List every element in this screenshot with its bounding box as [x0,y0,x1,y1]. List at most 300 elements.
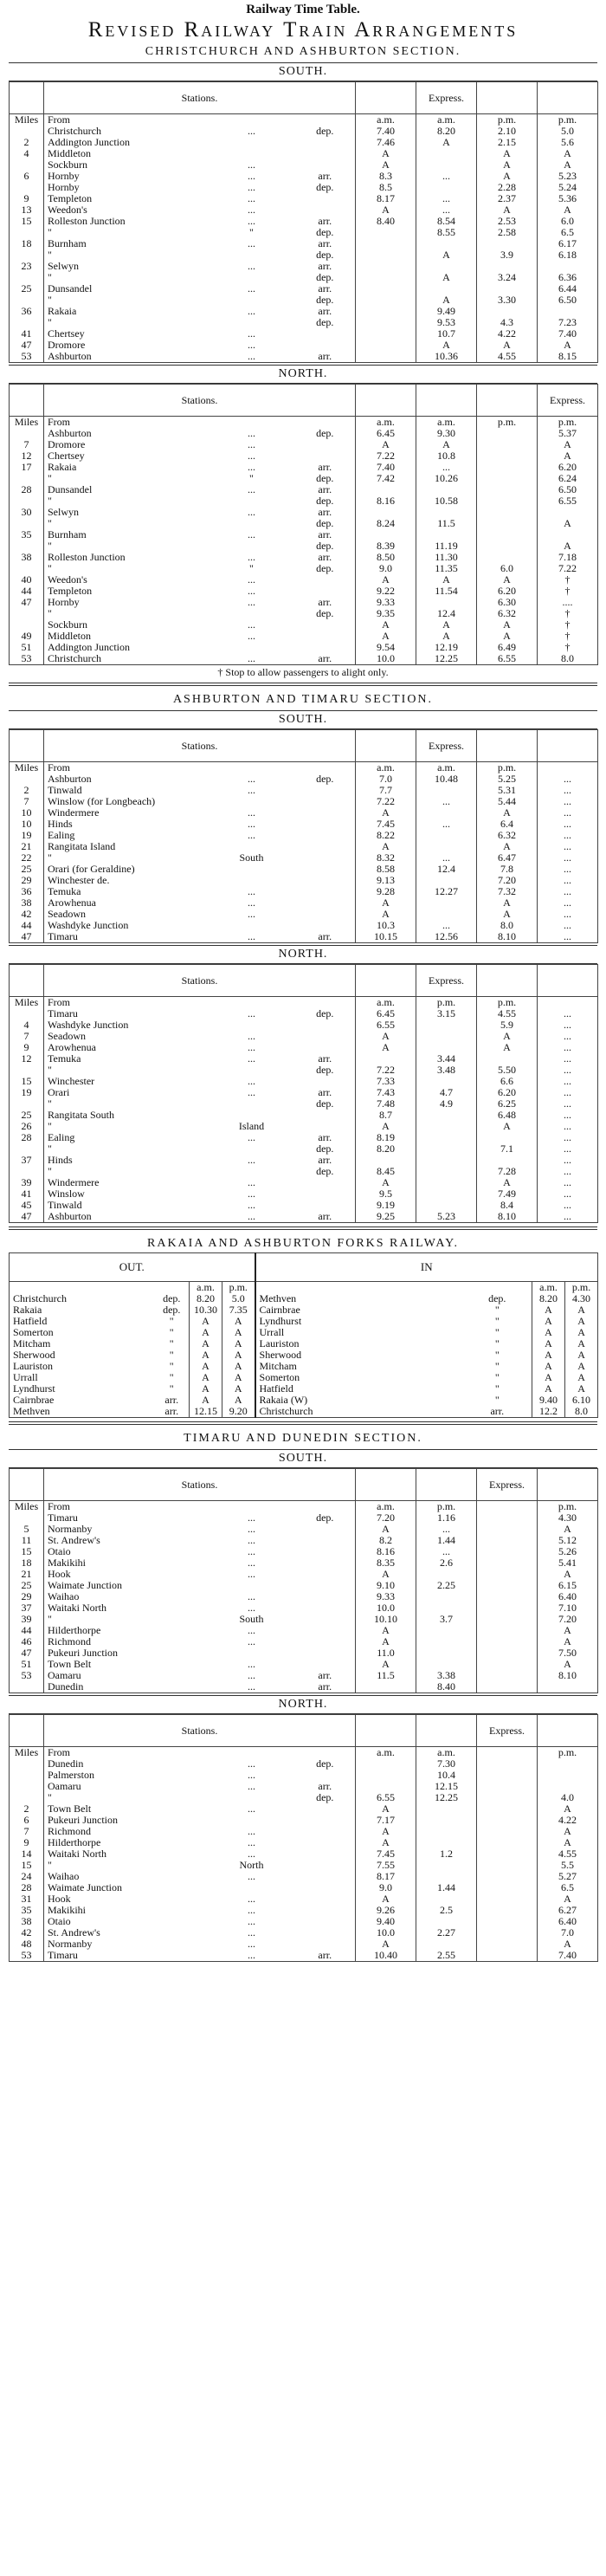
time-cell: 12.4 [416,864,477,875]
time-cell: 7.8 [477,864,538,875]
time-cell: A [538,1803,598,1815]
direction-south: SOUTH. [9,1449,597,1468]
stations-header: Stations. [44,1715,356,1747]
time-cell: 10.3 [356,920,416,931]
table-row [10,597,598,608]
station-cell: Dunsandel [44,283,209,294]
time-cell: A [356,439,416,450]
time-cell: 11.5 [416,518,477,529]
train-column-header [538,730,598,762]
train-column-header [477,385,538,417]
station-cell: " [44,608,209,619]
time-cell [416,1647,477,1659]
arr-dep-cell: arr. [295,1087,356,1098]
arr-dep-cell [295,1659,356,1670]
arr-dep-cell [295,1826,356,1837]
arr-dep-cell [295,1580,356,1591]
mile-cell: 12 [10,450,44,462]
station-suffix-cell [209,1166,295,1177]
table-ashburton-north [9,964,598,1223]
time-cell: 6.4 [477,819,538,830]
time-cell: A [477,204,538,216]
time-cell [477,1815,538,1826]
time-cell: A [477,897,538,909]
table-row [10,1383,598,1395]
time-cell: 6.27 [538,1905,598,1916]
table-row [10,1406,598,1418]
time-cell: 8.15 [538,351,598,363]
arr-dep-cell [295,450,356,462]
arr-dep-cell: arr. [295,171,356,182]
station-cell: Oamaru [44,1781,209,1792]
time-cell [356,1770,416,1781]
time-cell: A [356,909,416,920]
time-cell: a.m. [416,114,477,126]
station-cell: Waihao [44,1591,209,1602]
station-suffix-cell: ... [209,1211,295,1223]
table-row [10,182,598,193]
mile-cell: 29 [10,875,44,886]
table-row [10,540,598,552]
station-cell: " [44,317,209,328]
mile-cell [10,1065,44,1076]
mile-cell: 12 [10,1053,44,1065]
table-row [10,1188,598,1200]
time-cell: 8.16 [356,1546,416,1557]
arr-dep-cell: dep. [295,272,356,283]
time-cell: 7.55 [356,1860,416,1871]
station-cell: St. Andrew's [44,1535,209,1546]
table-row [10,1781,598,1792]
arr-dep-cell: " [155,1316,190,1327]
arr-dep-cell: arr. [295,484,356,495]
station-suffix-cell [209,841,295,852]
table-row [10,909,598,920]
time-cell: A [477,159,538,171]
time-cell: A [356,1826,416,1837]
time-cell: 3.9 [477,249,538,261]
time-cell: 7.40 [538,328,598,340]
station-suffix-cell: ... [248,1087,255,1098]
station-cell: Rakaia (W) [255,1395,463,1406]
arr-dep-cell [295,920,356,931]
time-cell: A [538,159,598,171]
time-cell: A [356,1837,416,1848]
mile-cell: 35 [10,1905,44,1916]
arr-dep-cell [295,1815,356,1826]
table-row [10,897,598,909]
station-suffix-cell: ... [248,1546,255,1557]
time-cell [416,148,477,159]
station-cell: Orari [44,1087,209,1098]
miles-column-header [10,965,44,997]
station-cell: Otaio [44,1546,209,1557]
time-cell: 8.2 [356,1535,416,1546]
time-cell [356,1758,416,1770]
table-row [10,439,598,450]
time-cell: 6.24 [538,473,598,484]
time-cell [477,552,538,563]
time-cell [477,1792,538,1803]
time-cell: A [190,1395,222,1406]
mile-cell: Miles [10,762,44,774]
arr-dep-cell: dep. [295,1098,356,1110]
station-cell: Middleton [44,631,209,642]
station-cell: Waitaki North [44,1602,209,1614]
time-cell: 8.10 [477,931,538,943]
arr-dep-cell [295,830,356,841]
time-cell: 3.24 [477,272,538,283]
time-cell: 8.20 [356,1143,416,1155]
time-cell: A [477,807,538,819]
express-header: Express. [416,82,477,114]
station-suffix-cell: ... [248,1625,255,1636]
station-cell: Selwyn [44,261,209,272]
mile-cell: 47 [10,597,44,608]
time-cell: ... [416,1524,477,1535]
mile-cell: 40 [10,574,44,586]
train-column-header [356,1469,416,1501]
station-cell: Cairnbrae [255,1304,463,1316]
time-cell: 6.5 [538,227,598,238]
station-cell: " [44,518,209,529]
time-cell: A [532,1327,565,1338]
station-cell: Ashburton [44,1211,209,1223]
time-cell: 4.55 [538,1848,598,1860]
time-cell: 9.28 [356,886,416,897]
time-cell: ... [538,886,598,897]
time-cell [416,1110,477,1121]
time-cell [356,529,416,540]
station-cell: Oamaru [44,1670,209,1681]
station-suffix-cell: ... [248,1076,255,1087]
time-cell: 9.0 [356,563,416,574]
time-cell: 7.0 [356,773,416,785]
time-cell: A [538,518,598,529]
table-row [10,1327,598,1338]
time-cell: a.m. [356,1747,416,1759]
express-header: Express. [477,1469,538,1501]
arr-dep-cell: dep. [295,563,356,574]
station-suffix-cell: ... [248,1938,255,1950]
time-cell: 8.20 [416,126,477,137]
table-row [10,1019,598,1031]
station-cell: Ashburton [44,428,209,439]
miles-column-header [10,385,44,417]
mile-cell: 37 [10,1602,44,1614]
table-row [10,563,598,574]
station-cell: Seadown [44,909,209,920]
time-cell: A [416,272,477,283]
time-cell: p.m. [477,997,538,1009]
arr-dep-cell: " [463,1338,532,1349]
station-suffix-cell: ... [248,1848,255,1860]
arr-dep-cell [295,417,356,429]
time-cell: ... [538,1110,598,1121]
arr-dep-cell: arr. [295,552,356,563]
table-row [10,283,598,294]
table-timaru-north [9,1714,598,1962]
time-cell: 7.48 [356,1098,416,1110]
time-cell: A [477,1042,538,1053]
arr-dep-cell [295,1501,356,1513]
station-suffix-cell: ... [248,328,255,340]
station-suffix-cell [209,642,295,653]
time-cell: 7.22 [356,796,416,807]
mile-cell: 36 [10,886,44,897]
time-cell [416,875,477,886]
time-cell: A [538,439,598,450]
time-cell: ... [416,819,477,830]
express-header: Express. [477,1715,538,1747]
time-cell: A [532,1316,565,1327]
mile-cell: 30 [10,507,44,518]
station-suffix-cell: ... [248,1803,255,1815]
station-suffix-cell: ... [248,1927,255,1938]
time-cell [356,328,416,340]
table-row [10,1121,598,1132]
arr-dep-cell [295,1916,356,1927]
time-cell: 9.10 [356,1580,416,1591]
table-row [10,796,598,807]
time-cell: A [190,1338,222,1349]
mile-cell: 18 [10,238,44,249]
arr-dep-cell [295,1625,356,1636]
time-cell [416,1837,477,1848]
time-cell: 9.13 [356,875,416,886]
table-row [10,1535,598,1546]
time-cell: † [538,631,598,642]
time-cell: 6.10 [565,1395,598,1406]
arr-dep-cell: dep. [295,1008,356,1019]
station-cell: " [44,495,209,507]
section-title-christchurch-ashburton: CHRISTCHURCH AND ASHBURTON SECTION. [145,45,461,58]
stations-header: Stations. [44,730,356,762]
mile-cell: Miles [10,997,44,1009]
section-rule [9,683,597,686]
station-cell: Sockburn [44,159,209,171]
station-cell: Rangitata South [44,1110,209,1121]
station-suffix-cell: ... [209,1950,295,1962]
time-cell: A [356,1031,416,1042]
time-cell: 7.30 [416,1758,477,1770]
express-header: Express. [416,965,477,997]
table-row [10,238,598,249]
time-cell: A [538,450,598,462]
station-suffix-cell: ... [248,507,255,518]
station-suffix-cell [209,1098,295,1110]
time-cell: 8.19 [356,1132,416,1143]
station-cell: Winslow (for Longbeach) [44,796,209,807]
arr-dep-cell [295,864,356,875]
table-row [10,574,598,586]
time-cell: A [416,574,477,586]
station-cell: Winchester [44,1076,209,1087]
station-cell: Selwyn [44,507,209,518]
time-cell: 1.44 [416,1882,477,1893]
station-suffix-cell: ... [248,631,255,642]
station-cell: Arowhenua [44,897,209,909]
station-suffix-cell [209,1019,295,1031]
mile-cell: 47 [10,1211,44,1223]
time-cell: 12.27 [416,886,477,897]
station-suffix-cell [209,1792,295,1803]
time-cell: 5.36 [538,193,598,204]
mile-cell: 13 [10,204,44,216]
time-cell: 4.3 [477,317,538,328]
time-cell: A [356,1569,416,1580]
station-suffix-cell: ... [248,462,255,473]
time-cell: ... [416,193,477,204]
station-cell: Ashburton [44,773,209,785]
station-cell: Makikihi [44,1905,209,1916]
station-cell: Seadown [44,1031,209,1042]
arr-dep-cell [295,1803,356,1815]
time-cell [416,597,477,608]
time-cell: A [356,1659,416,1670]
time-cell: 4.55 [477,351,538,363]
time-cell: 4.22 [538,1815,598,1826]
time-cell: 4.22 [477,328,538,340]
time-cell: 10.30 [190,1304,222,1316]
station-suffix-cell [209,114,295,126]
arr-dep-cell: arr. [295,1053,356,1065]
mile-cell: 53 [10,1670,44,1681]
arr-dep-cell [295,642,356,653]
direction-south: SOUTH. [9,62,597,81]
time-cell [356,283,416,294]
time-cell [538,1681,598,1693]
station-cell: Christchurch [10,1293,155,1304]
station-suffix-cell: ... [248,1826,255,1837]
table-christchurch-north [9,384,598,665]
table-row [10,249,598,261]
station-cell: " [44,1860,209,1871]
time-cell: 9.49 [416,306,477,317]
arr-dep-cell: dep. [295,773,356,785]
table-row [10,864,598,875]
time-cell: ... [538,897,598,909]
time-cell: A [538,1659,598,1670]
time-cell: 8.3 [356,171,416,182]
time-cell: ... [416,204,477,216]
mile-cell: 2 [10,1803,44,1815]
station-cell: Chertsey [44,450,209,462]
time-cell [416,1602,477,1614]
table-row [10,1557,598,1569]
mile-cell [10,540,44,552]
station-suffix-cell [209,148,295,159]
mile-cell: 44 [10,586,44,597]
mile-cell: 38 [10,1916,44,1927]
station-suffix-cell: ... [248,306,255,317]
time-cell: 7.50 [538,1647,598,1659]
time-cell: 7.17 [356,1815,416,1826]
station-cell: Town Belt [44,1803,209,1815]
station-suffix-cell: " [249,473,254,484]
time-cell: ... [538,1177,598,1188]
arr-dep-cell [295,1121,356,1132]
time-cell: 6.17 [538,238,598,249]
time-cell: 11.5 [356,1670,416,1681]
arr-dep-cell: dep. [295,1143,356,1155]
time-cell: 7.49 [477,1188,538,1200]
time-cell: 9.5 [356,1188,416,1200]
period-label: a.m. [190,1282,222,1294]
table-row [10,841,598,852]
time-cell: A [222,1349,255,1361]
time-cell: A [356,1803,416,1815]
time-cell: 5.23 [538,171,598,182]
time-cell: A [222,1316,255,1327]
station-cell: Weedon's [44,204,209,216]
time-cell: 6.0 [538,216,598,227]
station-cell: Town Belt [44,1659,209,1670]
table-row [10,351,598,363]
time-cell: 6.32 [477,830,538,841]
arr-dep-cell: " [155,1338,190,1349]
mile-cell [10,1098,44,1110]
time-cell: A [565,1304,598,1316]
time-cell: 8.0 [538,653,598,665]
time-cell [356,306,416,317]
station-cell: Lyndhurst [10,1383,155,1395]
time-cell: 7.33 [356,1076,416,1087]
time-cell: A [190,1361,222,1372]
time-cell [416,1893,477,1905]
time-cell [416,1031,477,1042]
mile-cell: 44 [10,1625,44,1636]
mile-cell: 23 [10,261,44,272]
station-cell: Hornby [44,171,209,182]
period-label: p.m. [565,1282,598,1294]
mile-cell [10,619,44,631]
mile-cell: Miles [10,1747,44,1759]
arr-dep-cell: dep. [295,249,356,261]
time-cell: 4.7 [416,1087,477,1098]
time-cell: A [356,1177,416,1188]
time-cell [477,1927,538,1938]
time-cell: 6.50 [538,484,598,495]
time-cell: 7.22 [356,1065,416,1076]
station-cell: " [44,1098,209,1110]
mile-cell: 9 [10,1042,44,1053]
mile-cell: 4 [10,148,44,159]
time-cell: 2.6 [416,1557,477,1569]
time-cell: A [416,340,477,351]
time-cell: † [538,574,598,586]
arr-dep-cell [295,785,356,796]
stations-header: Stations. [44,385,356,417]
station-suffix-cell: ... [248,529,255,540]
time-cell: A [356,841,416,852]
mile-cell: 11 [10,1535,44,1546]
table-row [10,1177,598,1188]
mile-cell: 37 [10,1155,44,1166]
time-cell [477,1770,538,1781]
table-row [10,1848,598,1860]
station-cell: Dunedin [44,1681,209,1693]
time-cell [477,1535,538,1546]
time-cell: 9.25 [356,1211,416,1223]
station-suffix-cell [209,997,295,1009]
time-cell: 6.45 [356,428,416,439]
table-row [10,1316,598,1327]
mile-cell: 15 [10,216,44,227]
station-cell: " [44,294,209,306]
arr-dep-cell [295,909,356,920]
table-row [10,317,598,328]
